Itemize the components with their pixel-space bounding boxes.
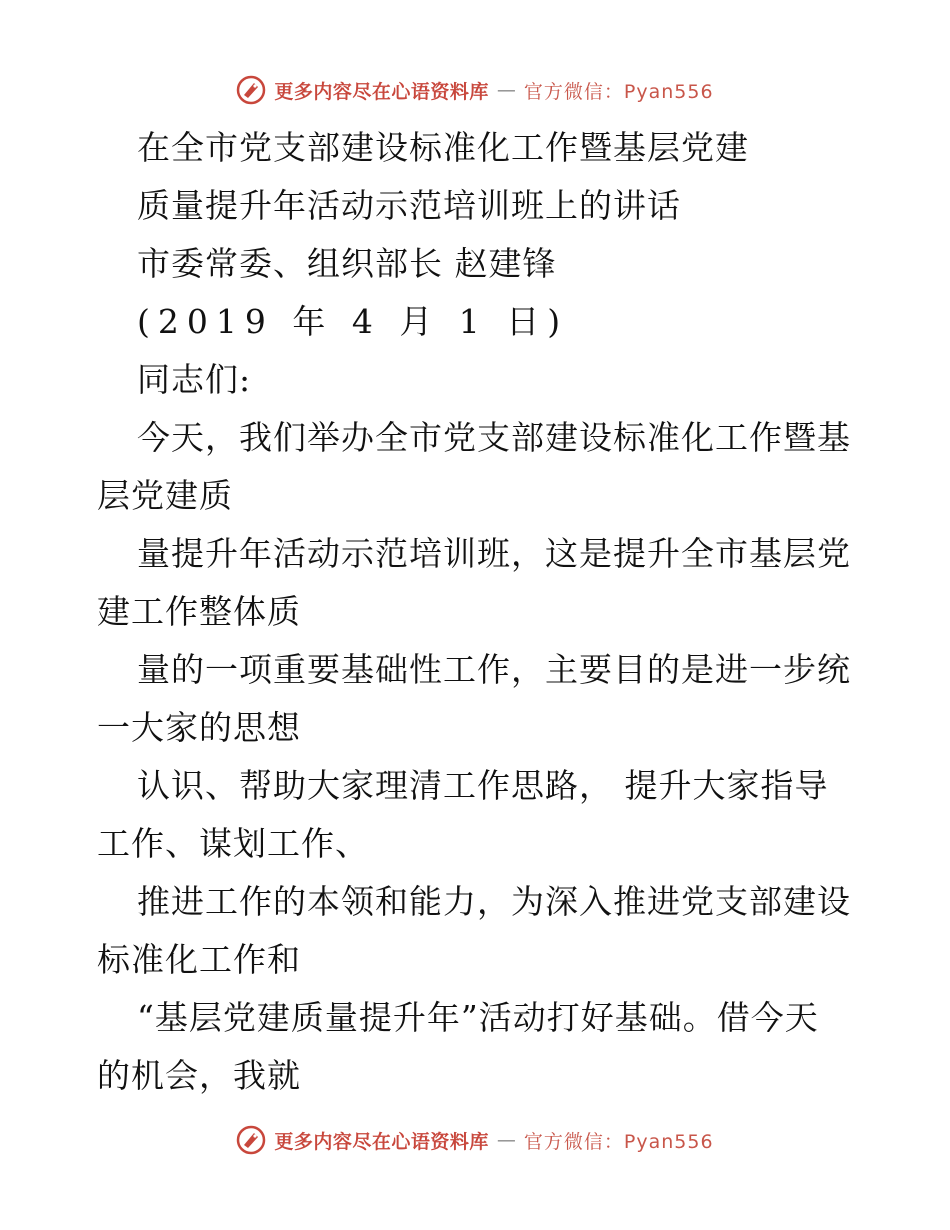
document-date: (2019 年 4 月 1 日) <box>137 302 569 341</box>
paragraph-line: 认识、帮助大家理清工作思路， 提升大家指导 <box>137 766 829 805</box>
paragraph-line: 工作、谋划工作、 <box>97 824 369 863</box>
paragraph-line: 的机会，我就 <box>97 1056 301 1095</box>
paragraph-line: 量的一项重要基础性工作，主要目的是进一步统 <box>137 650 851 689</box>
document-body <box>97 119 857 1105</box>
paragraph-line: “基层党建质量提升年”活动打好基础。借今天 <box>137 998 819 1037</box>
watermark-separator: — <box>496 1129 516 1151</box>
paragraph-line: 一大家的思想 <box>97 708 301 747</box>
paragraph-line: 量提升年活动示范培训班，这是提升全市基层党 <box>137 534 851 573</box>
document-author: 市委常委、组织部长 赵建锋 <box>137 244 557 283</box>
watermark-header <box>0 73 950 107</box>
document-salutation: 同志们: <box>137 360 252 399</box>
paragraph-line: 建工作整体质 <box>97 592 301 631</box>
document-title-line-2: 质量提升年活动示范培训班上的讲话 <box>137 186 681 225</box>
watermark-separator: — <box>496 79 516 101</box>
watermark-contact: 官方微信：Pyan556 <box>523 80 714 103</box>
document-title-line-1: 在全市党支部建设标准化工作暨基层党建 <box>137 128 749 167</box>
paragraph-line: 标准化工作和 <box>97 940 301 979</box>
pen-nib-logo-icon <box>236 1125 266 1155</box>
watermark-footer <box>0 1123 950 1157</box>
paragraph-line: 层党建质 <box>97 476 233 515</box>
watermark-text: 更多内容尽在心语资料库 <box>274 80 489 103</box>
paragraph-line: 推进工作的本领和能力，为深入推进党支部建设 <box>137 882 851 921</box>
paragraph-line: 今天，我们举办全市党支部建设标准化工作暨基 <box>137 418 851 457</box>
pen-nib-logo-icon <box>236 75 266 105</box>
watermark-contact: 官方微信：Pyan556 <box>523 1130 714 1153</box>
watermark-text: 更多内容尽在心语资料库 <box>274 1130 489 1153</box>
